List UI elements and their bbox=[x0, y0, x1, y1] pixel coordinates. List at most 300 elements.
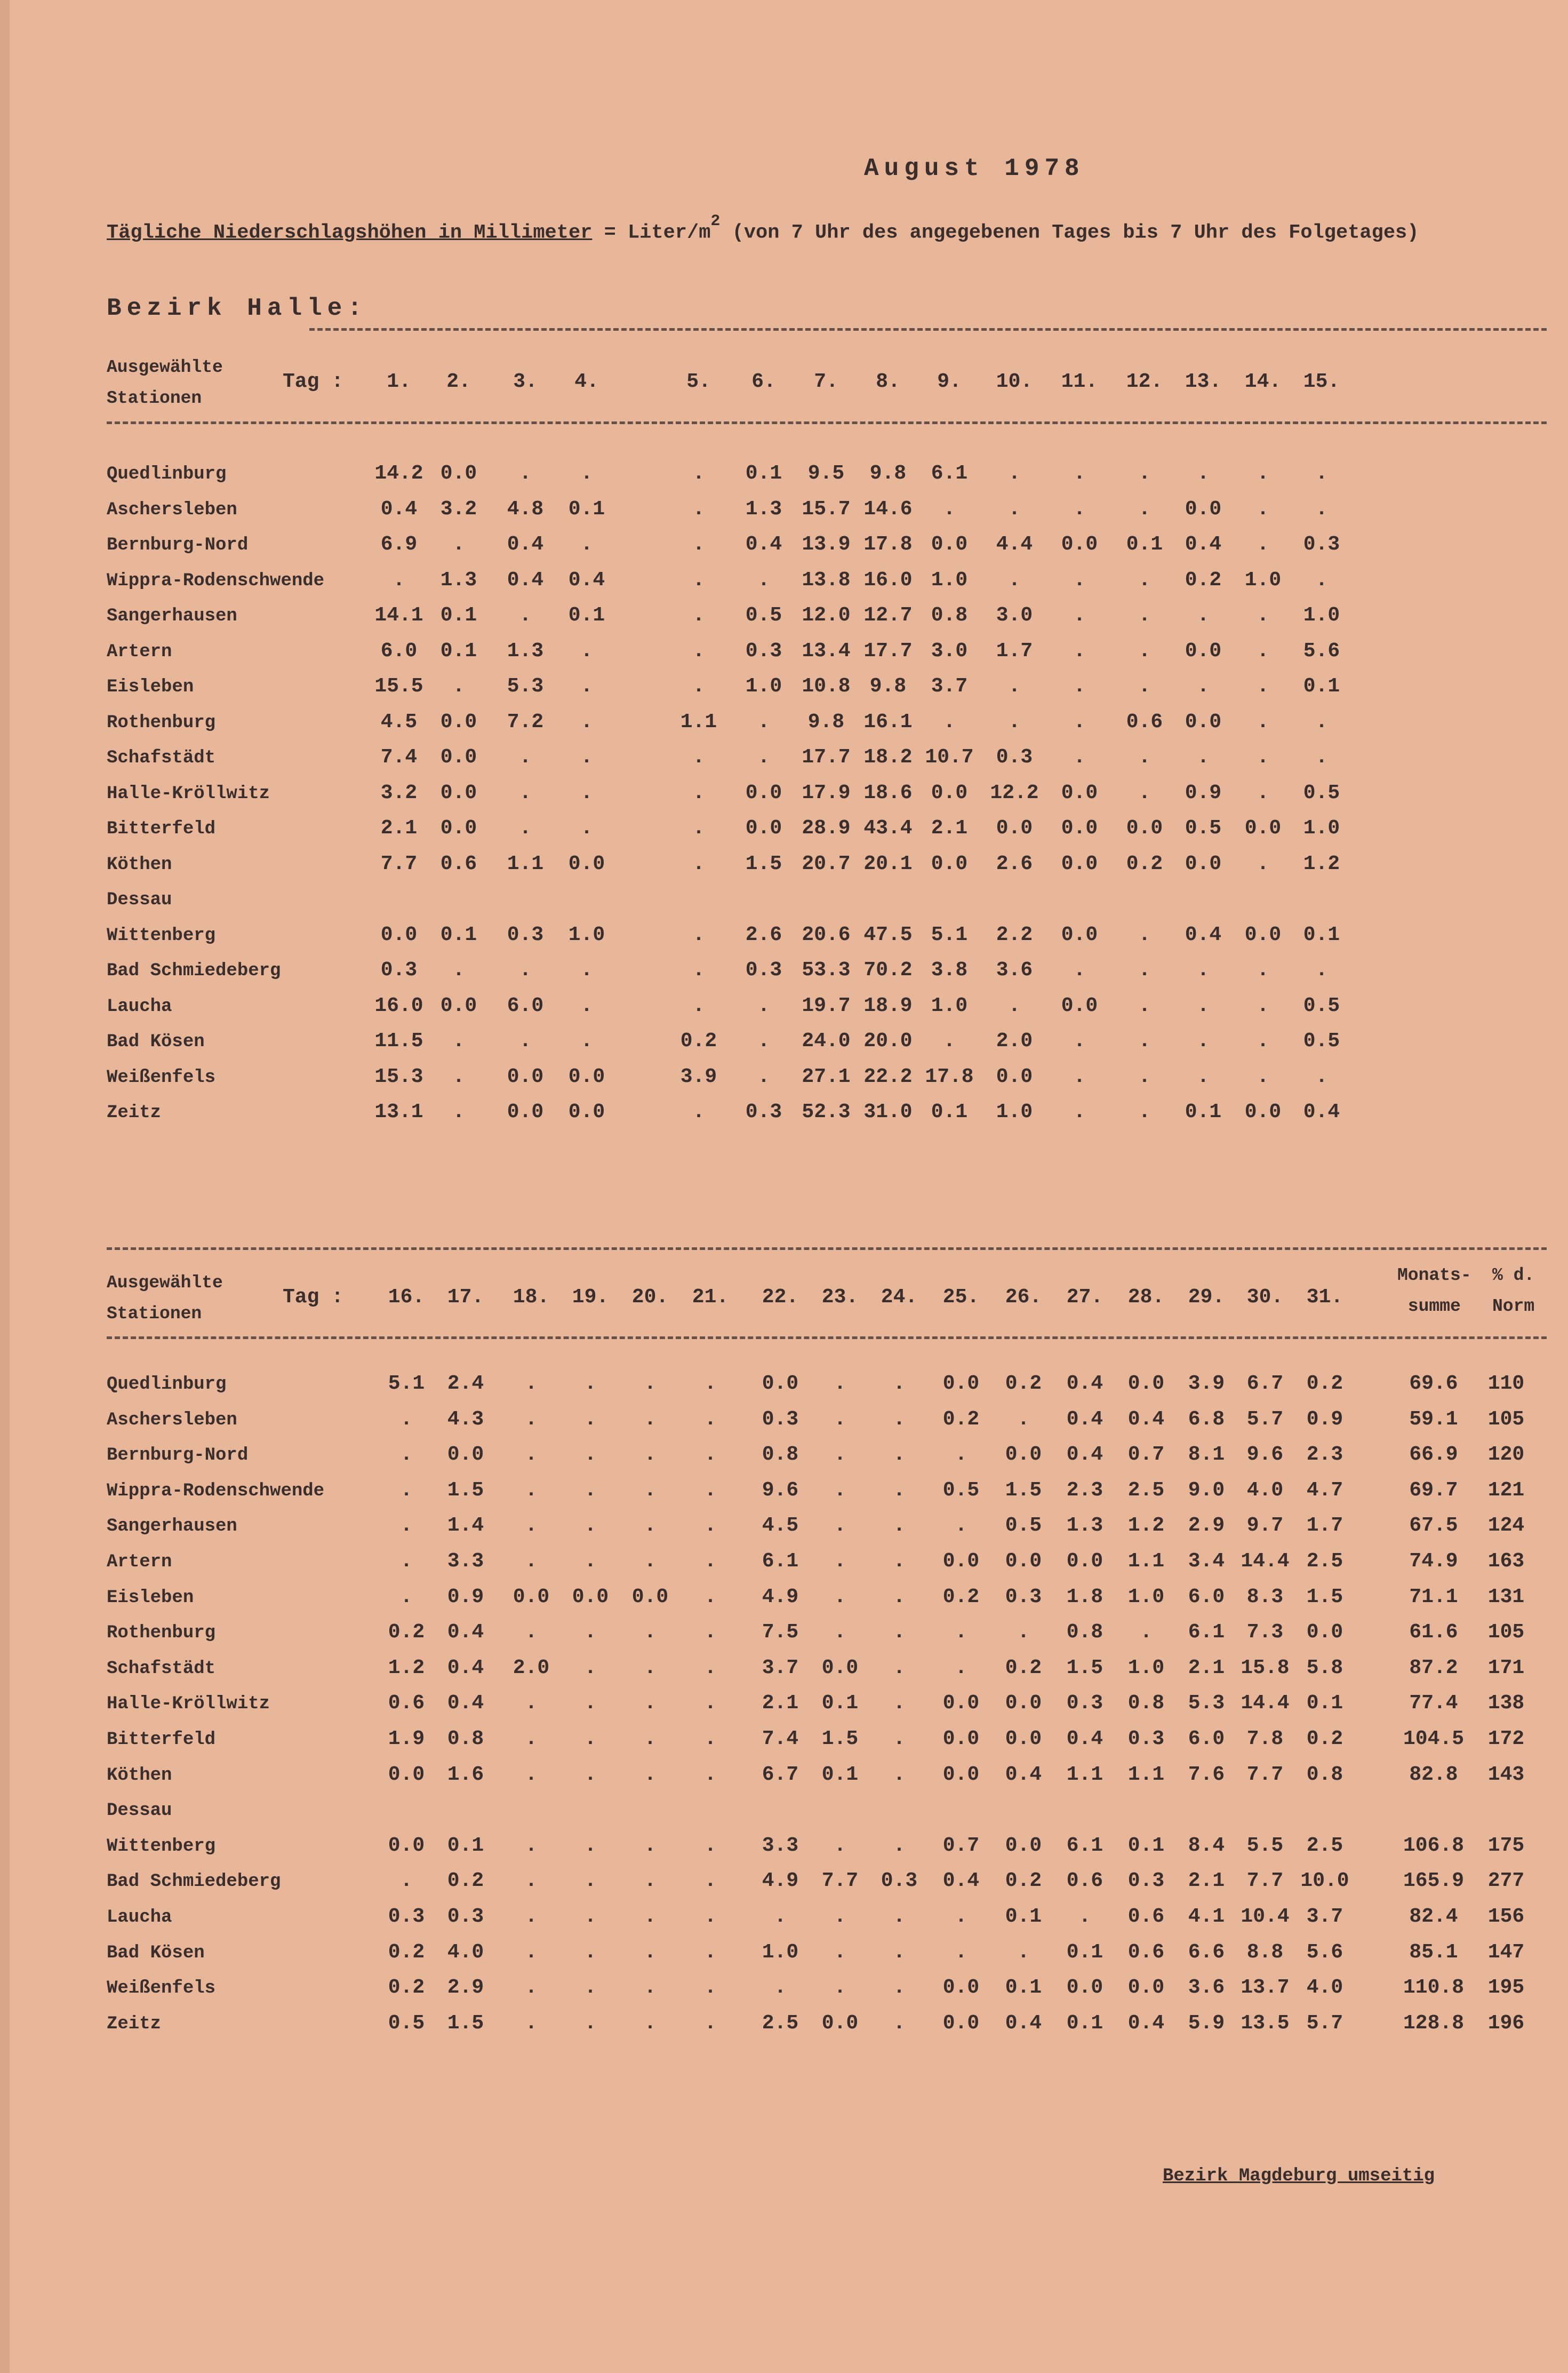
precip-value: . bbox=[584, 1834, 597, 1857]
precip-value: 0.0 bbox=[568, 853, 605, 875]
precip-value: . bbox=[1138, 675, 1151, 698]
day-label-18: 18. bbox=[513, 1286, 550, 1309]
precip-value: 0.6 bbox=[1066, 1869, 1103, 1892]
precip-value: 0.0 bbox=[942, 2012, 980, 2035]
precip-value: . bbox=[452, 959, 465, 982]
precip-value: . bbox=[644, 1372, 657, 1395]
precip-value: 0.1 bbox=[821, 1763, 859, 1786]
monthly-sum: 128.8 bbox=[1403, 2012, 1465, 2035]
precip-value: 3.7 bbox=[931, 675, 968, 698]
precip-value: 2.5 bbox=[762, 2012, 799, 2035]
precip-value: . bbox=[893, 1550, 906, 1573]
precip-value: 6.0 bbox=[1188, 1586, 1225, 1608]
precip-value: . bbox=[1257, 782, 1269, 805]
precip-value: . bbox=[644, 1727, 657, 1750]
day-label-3: 3. bbox=[513, 370, 538, 393]
precip-value: . bbox=[1257, 1030, 1269, 1053]
station-name: Sangerhausen bbox=[107, 1516, 237, 1536]
precip-value: . bbox=[692, 462, 705, 485]
precip-value: 2.4 bbox=[447, 1372, 484, 1395]
precip-value: 14.4 bbox=[1241, 1550, 1290, 1573]
precip-value: 0.2 bbox=[1005, 1657, 1042, 1679]
precip-value: 1.7 bbox=[996, 640, 1033, 663]
precip-value: . bbox=[1315, 746, 1328, 769]
precip-value: 0.0 bbox=[1005, 1692, 1042, 1715]
precip-value: 2.5 bbox=[1127, 1479, 1165, 1502]
precip-value: 0.0 bbox=[1185, 853, 1222, 875]
percent-of-norm: 121 bbox=[1487, 1479, 1525, 1502]
precip-value: 0.1 bbox=[440, 923, 477, 946]
day-label-4: 4. bbox=[574, 370, 599, 393]
precip-value: 16.1 bbox=[863, 711, 913, 734]
percent-of-norm: 195 bbox=[1487, 1976, 1525, 1999]
district-rule bbox=[309, 328, 1547, 331]
precip-value: 0.1 bbox=[1303, 923, 1340, 946]
precip-value: 0.3 bbox=[507, 923, 544, 946]
precip-value: 1.6 bbox=[447, 1763, 484, 1786]
precip-value: 9.5 bbox=[807, 462, 845, 485]
precip-value: 0.4 bbox=[507, 569, 544, 592]
precip-value: . bbox=[1008, 994, 1021, 1017]
station-name: Rothenburg bbox=[107, 1623, 216, 1643]
precip-value: . bbox=[1008, 462, 1021, 485]
precip-value: . bbox=[834, 1976, 846, 1999]
district-heading: Bezirk Halle: bbox=[107, 294, 367, 322]
precip-value: 0.0 bbox=[931, 533, 968, 556]
precip-value: 3.9 bbox=[680, 1065, 717, 1088]
precip-value: 1.3 bbox=[440, 569, 477, 592]
precip-value: . bbox=[893, 1692, 906, 1715]
precip-value: 0.0 bbox=[745, 817, 782, 840]
precip-value: . bbox=[692, 533, 705, 556]
table1-tag-label: Tag : bbox=[283, 370, 344, 393]
precip-value: 18.9 bbox=[863, 994, 913, 1017]
monthly-sum: 71.1 bbox=[1409, 1586, 1458, 1608]
precip-value: 1.5 bbox=[821, 1727, 859, 1750]
precip-value: 0.2 bbox=[388, 1941, 425, 1964]
precip-value: 15.3 bbox=[374, 1065, 423, 1088]
precip-value: 0.4 bbox=[1066, 1727, 1103, 1750]
precip-value: 0.3 bbox=[1127, 1869, 1165, 1892]
precip-value: 0.2 bbox=[388, 1976, 425, 1999]
precip-value: 0.5 bbox=[1185, 817, 1222, 840]
precip-value: 0.0 bbox=[942, 1550, 980, 1573]
precip-value: . bbox=[525, 1443, 538, 1466]
precip-value: . bbox=[943, 711, 956, 734]
precip-value: . bbox=[757, 569, 770, 592]
precip-value: 0.5 bbox=[1303, 1030, 1340, 1053]
precip-value: 1.0 bbox=[1303, 817, 1340, 840]
precip-value: 0.1 bbox=[1066, 1941, 1103, 1964]
precip-value: . bbox=[692, 746, 705, 769]
precip-value: 0.4 bbox=[1066, 1408, 1103, 1431]
precip-value: . bbox=[525, 1550, 538, 1573]
precip-value: 0.1 bbox=[568, 604, 605, 627]
precip-value: 0.0 bbox=[1127, 1976, 1165, 1999]
precip-value: 5.6 bbox=[1306, 1941, 1343, 1964]
monthly-sum: 61.6 bbox=[1409, 1621, 1458, 1644]
station-name: Bernburg-Nord bbox=[107, 535, 249, 555]
precip-value: . bbox=[893, 1443, 906, 1466]
precip-value: . bbox=[834, 1443, 846, 1466]
day-label-25: 25. bbox=[942, 1286, 980, 1309]
precip-value: . bbox=[692, 923, 705, 946]
percent-norm-header bbox=[1492, 1260, 1534, 1322]
percent-of-norm: 171 bbox=[1487, 1657, 1525, 1679]
station-name: Weißenfels bbox=[107, 1978, 216, 1998]
precip-value: 3.9 bbox=[1188, 1372, 1225, 1395]
day-label-11: 11. bbox=[1061, 370, 1098, 393]
day-label-15: 15. bbox=[1303, 370, 1340, 393]
precip-value: 0.0 bbox=[745, 782, 782, 805]
precip-value: 0.8 bbox=[1066, 1621, 1103, 1644]
precip-value: 53.3 bbox=[802, 959, 851, 982]
precip-value: . bbox=[580, 994, 593, 1017]
monthly-sum: 77.4 bbox=[1409, 1692, 1458, 1715]
precip-value: 0.0 bbox=[1061, 533, 1098, 556]
table1-header-rule bbox=[107, 421, 1547, 424]
precip-value: 0.0 bbox=[1066, 1976, 1103, 1999]
table1-station-header bbox=[107, 352, 223, 414]
precip-value: 0.6 bbox=[388, 1692, 425, 1715]
precip-value: . bbox=[452, 1030, 465, 1053]
precip-value: 18.6 bbox=[863, 782, 913, 805]
precip-value: 9.7 bbox=[1246, 1514, 1284, 1537]
precip-value: . bbox=[893, 1372, 906, 1395]
precip-value: 0.5 bbox=[745, 604, 782, 627]
precip-value: . bbox=[580, 711, 593, 734]
precip-value: . bbox=[644, 1550, 657, 1573]
precip-value: 28.9 bbox=[802, 817, 851, 840]
precip-value: 4.3 bbox=[447, 1408, 484, 1431]
precip-value: . bbox=[525, 1976, 538, 1999]
precip-value: 12.2 bbox=[990, 782, 1039, 805]
precip-value: . bbox=[1315, 959, 1328, 982]
precip-value: 0.1 bbox=[568, 498, 605, 521]
precip-value: . bbox=[452, 675, 465, 698]
precip-value: . bbox=[955, 1941, 967, 1964]
station-header-line2: Stationen bbox=[107, 388, 202, 408]
day-label-27: 27. bbox=[1066, 1286, 1103, 1309]
page-edge bbox=[0, 0, 10, 2373]
precip-value: 0.5 bbox=[388, 2012, 425, 2035]
precip-value: . bbox=[584, 1869, 597, 1892]
precip-value: . bbox=[644, 1763, 657, 1786]
precip-value: . bbox=[525, 1727, 538, 1750]
monthly-sum: 87.2 bbox=[1409, 1657, 1458, 1679]
precip-value: 1.5 bbox=[447, 1479, 484, 1502]
precip-value: . bbox=[757, 746, 770, 769]
precip-value: 0.4 bbox=[380, 498, 418, 521]
precip-value: 0.3 bbox=[1127, 1727, 1165, 1750]
station-name: Dessau bbox=[107, 1801, 172, 1821]
precip-value: 1.1 bbox=[680, 711, 717, 734]
precip-value: . bbox=[1257, 853, 1269, 875]
precip-value: 6.7 bbox=[1246, 1372, 1284, 1395]
precip-value: . bbox=[1138, 994, 1151, 1017]
precip-value: 17.9 bbox=[802, 782, 851, 805]
precip-value: 14.4 bbox=[1241, 1692, 1290, 1715]
precip-value: 1.5 bbox=[745, 853, 782, 875]
precip-value: . bbox=[893, 1586, 906, 1608]
precip-value: 0.2 bbox=[1005, 1869, 1042, 1892]
precip-value: 6.0 bbox=[507, 994, 544, 1017]
station-name: Dessau bbox=[107, 890, 172, 910]
precip-value: . bbox=[400, 1514, 413, 1537]
precip-value: 20.6 bbox=[802, 923, 851, 946]
precip-value: 0.0 bbox=[380, 923, 418, 946]
precip-value: 2.5 bbox=[1306, 1834, 1343, 1857]
precip-value: 1.3 bbox=[1066, 1514, 1103, 1537]
precip-value: 9.6 bbox=[1246, 1443, 1284, 1466]
precip-value: 0.2 bbox=[388, 1621, 425, 1644]
precip-value: . bbox=[704, 1550, 717, 1573]
precip-value: 0.0 bbox=[507, 1065, 544, 1088]
precip-value: . bbox=[1257, 994, 1269, 1017]
precip-value: 16.0 bbox=[374, 994, 423, 1017]
precip-value: 0.1 bbox=[440, 604, 477, 627]
precip-value: . bbox=[452, 533, 465, 556]
precip-value: 0.8 bbox=[1127, 1692, 1165, 1715]
precip-value: 5.7 bbox=[1306, 2012, 1343, 2035]
precip-value: 3.7 bbox=[1306, 1905, 1343, 1928]
precip-value: 8.4 bbox=[1188, 1834, 1225, 1857]
station-name: Sangerhausen bbox=[107, 606, 237, 626]
precip-value: 1.2 bbox=[1127, 1514, 1165, 1537]
precip-value: . bbox=[400, 1586, 413, 1608]
precip-value: 0.9 bbox=[1185, 782, 1222, 805]
precip-value: 1.1 bbox=[1066, 1763, 1103, 1786]
precip-value: . bbox=[644, 1479, 657, 1502]
precip-value: 0.0 bbox=[513, 1586, 550, 1608]
precip-value: . bbox=[704, 2012, 717, 2035]
precip-value: . bbox=[1138, 498, 1151, 521]
day-label-9: 9. bbox=[937, 370, 962, 393]
station-name: Köthen bbox=[107, 855, 172, 875]
precip-value: . bbox=[519, 604, 532, 627]
precip-value: 0.0 bbox=[1127, 1372, 1165, 1395]
footer-note: Bezirk Magdeburg umseitig bbox=[1163, 2166, 1435, 2186]
precip-value: . bbox=[1257, 711, 1269, 734]
precip-value: . bbox=[704, 1372, 717, 1395]
precip-value: . bbox=[644, 1834, 657, 1857]
precip-value: 52.3 bbox=[802, 1101, 851, 1124]
precip-value: 0.0 bbox=[1244, 1101, 1282, 1124]
day-label-19: 19. bbox=[572, 1286, 609, 1309]
precip-value: . bbox=[525, 1905, 538, 1928]
precip-value: . bbox=[704, 1941, 717, 1964]
precip-value: 1.1 bbox=[1127, 1763, 1165, 1786]
precip-value: . bbox=[955, 1621, 967, 1644]
precip-value: . bbox=[1257, 462, 1269, 485]
precip-value: . bbox=[692, 604, 705, 627]
precip-value: . bbox=[1315, 711, 1328, 734]
precip-value: . bbox=[519, 462, 532, 485]
precip-value: 7.7 bbox=[1246, 1869, 1284, 1892]
precip-value: 0.0 bbox=[942, 1976, 980, 1999]
precip-value: 6.1 bbox=[931, 462, 968, 485]
precip-value: 0.0 bbox=[1061, 817, 1098, 840]
precip-value: . bbox=[834, 1905, 846, 1928]
precip-value: 0.0 bbox=[1244, 923, 1282, 946]
day-label-24: 24. bbox=[881, 1286, 918, 1309]
percent-of-norm: 196 bbox=[1487, 2012, 1525, 2035]
precip-value: 8.1 bbox=[1188, 1443, 1225, 1466]
precip-value: 0.3 bbox=[996, 746, 1033, 769]
precip-value: 8.3 bbox=[1246, 1586, 1284, 1608]
subtitle-superscript: 2 bbox=[710, 212, 721, 230]
precip-value: . bbox=[1138, 959, 1151, 982]
precip-value: . bbox=[834, 1514, 846, 1537]
precip-value: 0.1 bbox=[1066, 2012, 1103, 2035]
station-name: Wittenberg bbox=[107, 1836, 216, 1857]
precip-value: . bbox=[1257, 675, 1269, 698]
precip-value: 0.0 bbox=[1185, 640, 1222, 663]
precip-value: . bbox=[1140, 1621, 1153, 1644]
precip-value: . bbox=[834, 1408, 846, 1431]
precip-value: . bbox=[1315, 569, 1328, 592]
precip-value: 9.0 bbox=[1188, 1479, 1225, 1502]
precip-value: . bbox=[1073, 1065, 1086, 1088]
precip-value: 1.5 bbox=[1066, 1657, 1103, 1679]
monthly-sum: 110.8 bbox=[1403, 1976, 1465, 1999]
precip-value: 43.4 bbox=[863, 817, 913, 840]
precip-value: 9.8 bbox=[807, 711, 845, 734]
precip-value: 0.4 bbox=[1185, 923, 1222, 946]
day-label-28: 28. bbox=[1127, 1286, 1165, 1309]
precip-value: 17.7 bbox=[863, 640, 913, 663]
precip-value: . bbox=[1138, 1065, 1151, 1088]
precip-value: 5.1 bbox=[388, 1372, 425, 1395]
precip-value: 0.8 bbox=[931, 604, 968, 627]
precip-value: . bbox=[692, 994, 705, 1017]
precip-value: 1.1 bbox=[1127, 1550, 1165, 1573]
precip-value: 3.0 bbox=[931, 640, 968, 663]
precip-value: . bbox=[644, 1621, 657, 1644]
precip-value: 0.0 bbox=[388, 1763, 425, 1786]
precip-value: . bbox=[525, 1869, 538, 1892]
percent-of-norm: 120 bbox=[1487, 1443, 1525, 1466]
precip-value: . bbox=[1138, 462, 1151, 485]
precip-value: . bbox=[955, 1905, 967, 1928]
precip-value: 1.0 bbox=[931, 569, 968, 592]
precip-value: . bbox=[1073, 711, 1086, 734]
precip-value: 1.0 bbox=[931, 994, 968, 1017]
subtitle-period: (von 7 Uhr des angegebenen Tages bis 7 Uhr des Folgetages) bbox=[720, 221, 1419, 244]
precip-value: . bbox=[584, 1621, 597, 1644]
percent-of-norm: 110 bbox=[1487, 1372, 1525, 1395]
precip-value: 6.7 bbox=[762, 1763, 799, 1786]
precip-value: 4.0 bbox=[1246, 1479, 1284, 1502]
precip-value: . bbox=[757, 1030, 770, 1053]
precip-value: . bbox=[1008, 675, 1021, 698]
precip-value: 0.2 bbox=[942, 1408, 980, 1431]
precip-value: . bbox=[834, 1834, 846, 1857]
precip-value: . bbox=[525, 1763, 538, 1786]
precip-value: . bbox=[893, 1905, 906, 1928]
precip-value: . bbox=[644, 1443, 657, 1466]
precip-value: 0.4 bbox=[1005, 1763, 1042, 1786]
percent-of-norm: 138 bbox=[1487, 1692, 1525, 1715]
precip-value: 5.8 bbox=[1306, 1657, 1343, 1679]
precip-value: . bbox=[704, 1834, 717, 1857]
precip-value: 2.0 bbox=[996, 1030, 1033, 1053]
precip-value: 0.2 bbox=[942, 1586, 980, 1608]
precip-value: . bbox=[525, 1692, 538, 1715]
station-name: Bad Schmiedeberg bbox=[107, 961, 281, 981]
subtitle-unit: = Liter/m bbox=[592, 221, 711, 244]
precip-value: . bbox=[704, 1692, 717, 1715]
precip-value: . bbox=[692, 675, 705, 698]
precip-value: . bbox=[692, 959, 705, 982]
precip-value: 0.0 bbox=[631, 1586, 669, 1608]
precip-value: 9.8 bbox=[869, 462, 907, 485]
precip-value: 7.4 bbox=[762, 1727, 799, 1750]
monthly-sum: 67.5 bbox=[1409, 1514, 1458, 1537]
precip-value: 10.0 bbox=[1300, 1869, 1349, 1892]
precip-value: . bbox=[955, 1514, 967, 1537]
percent-of-norm: 175 bbox=[1487, 1834, 1525, 1857]
precip-value: . bbox=[1315, 462, 1328, 485]
precip-value: 7.7 bbox=[821, 1869, 859, 1892]
precip-value: 0.2 bbox=[1306, 1372, 1343, 1395]
precip-value: 0.3 bbox=[881, 1869, 918, 1892]
station-name: Köthen bbox=[107, 1765, 172, 1786]
precip-value: 0.2 bbox=[1185, 569, 1222, 592]
precip-value: 0.1 bbox=[821, 1692, 859, 1715]
day-label-14: 14. bbox=[1244, 370, 1282, 393]
precip-value: 0.1 bbox=[1005, 1905, 1042, 1928]
station-name: Bitterfeld bbox=[107, 1730, 216, 1750]
day-label-30: 30. bbox=[1246, 1286, 1284, 1309]
day-label-12: 12. bbox=[1126, 370, 1163, 393]
precip-value: . bbox=[692, 569, 705, 592]
precip-value: . bbox=[955, 1657, 967, 1679]
precip-value: . bbox=[452, 1065, 465, 1088]
precip-value: . bbox=[893, 1479, 906, 1502]
precip-value: 20.7 bbox=[802, 853, 851, 875]
day-label-31: 31. bbox=[1306, 1286, 1343, 1309]
precip-value: . bbox=[704, 1479, 717, 1502]
precip-value: . bbox=[1138, 604, 1151, 627]
precip-value: 22.2 bbox=[863, 1065, 913, 1088]
station-name: Halle-Kröllwitz bbox=[107, 1694, 270, 1714]
precip-value: . bbox=[1138, 569, 1151, 592]
precip-value: 13.8 bbox=[802, 569, 851, 592]
precip-value: 4.0 bbox=[1306, 1976, 1343, 1999]
precip-value: 17.8 bbox=[863, 533, 913, 556]
day-label-10: 10. bbox=[996, 370, 1033, 393]
precip-value: 0.0 bbox=[996, 817, 1033, 840]
station-name: Artern bbox=[107, 642, 172, 662]
precip-value: 0.3 bbox=[447, 1905, 484, 1928]
station-name: Zeitz bbox=[107, 2014, 162, 2034]
precip-value: 1.3 bbox=[507, 640, 544, 663]
precip-value: . bbox=[893, 1657, 906, 1679]
precip-value: . bbox=[644, 1905, 657, 1928]
station-name: Eisleben bbox=[107, 1588, 194, 1608]
precip-value: 2.0 bbox=[513, 1657, 550, 1679]
monthly-sum: 74.9 bbox=[1409, 1550, 1458, 1573]
precip-value: . bbox=[834, 1941, 846, 1964]
station-name: Quedlinburg bbox=[107, 464, 227, 484]
precip-value: 19.7 bbox=[802, 994, 851, 1017]
precip-value: . bbox=[1197, 1065, 1210, 1088]
precip-value: . bbox=[1197, 1030, 1210, 1053]
precip-value: 4.0 bbox=[447, 1941, 484, 1964]
precip-value: 0.4 bbox=[507, 533, 544, 556]
precip-value: . bbox=[644, 2012, 657, 2035]
